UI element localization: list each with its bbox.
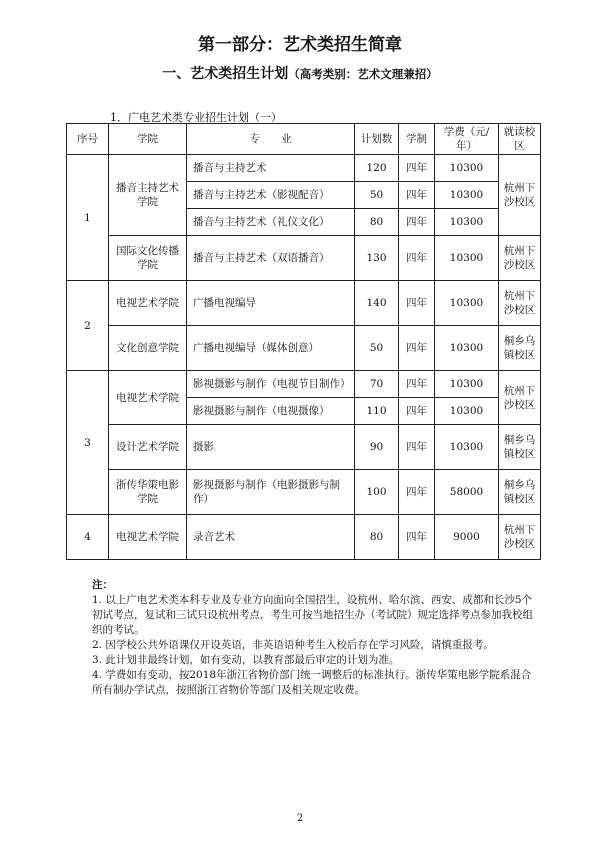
- table-row: [67, 281, 541, 326]
- note-item: 2. 因学校公共外语课仅开设英语，非英语语种考生入校后存在学习风险，请慎重报考。: [92, 639, 494, 651]
- cell-college: 浙传华策电影学院: [109, 470, 187, 515]
- cell-fee: 10300: [435, 281, 499, 326]
- cell-count: 120: [355, 155, 399, 182]
- table-header-row: [67, 124, 541, 155]
- notes-heading: 注：: [92, 579, 113, 591]
- cell-major: 录音艺术: [187, 515, 355, 560]
- cell-campus: 杭州下沙校区: [499, 281, 541, 326]
- enrollment-plan-table: [66, 123, 541, 560]
- cell-college: 电视艺术学院: [109, 281, 187, 326]
- header-college: 学院: [109, 124, 187, 155]
- table-row: [67, 236, 541, 281]
- cell-fee: 9000: [435, 515, 499, 560]
- subtitle-paren: （高考类别：艺术文理兼招）: [288, 67, 438, 81]
- cell-duration: 四年: [399, 371, 435, 398]
- cell-major: 播音与主持艺术: [187, 155, 355, 182]
- cell-major: 影视摄影与制作（电视节目制作）: [187, 371, 355, 398]
- table-caption: 1．广电艺术类专业招生计划（一）: [110, 111, 282, 124]
- cell-seq: 1: [67, 155, 109, 281]
- page-title: 第一部分：艺术类招生简章: [198, 35, 402, 55]
- cell-fee: 10300: [435, 326, 499, 371]
- header-campus: 就读校区: [499, 124, 541, 155]
- cell-campus: 杭州下沙校区: [499, 515, 541, 560]
- table-row: [67, 371, 541, 398]
- cell-fee: 10300: [435, 209, 499, 236]
- section-subtitle: [0, 63, 600, 83]
- cell-campus: 桐乡乌镇校区: [499, 425, 541, 470]
- table-row: [67, 425, 541, 470]
- cell-major: 摄影: [187, 425, 355, 470]
- cell-count: 130: [355, 236, 399, 281]
- cell-duration: 四年: [399, 398, 435, 425]
- notes-section: [92, 578, 540, 698]
- cell-fee: 10300: [435, 398, 499, 425]
- cell-seq: 4: [67, 515, 109, 560]
- cell-duration: 四年: [399, 209, 435, 236]
- note-item: 3. 此计划非最终计划，如有变动，以教育部最后审定的计划为准。: [92, 654, 400, 666]
- cell-duration: 四年: [399, 281, 435, 326]
- table-row: [67, 155, 541, 182]
- cell-fee: 10300: [435, 236, 499, 281]
- cell-count: 110: [355, 398, 399, 425]
- cell-major: 广播电视编导: [187, 281, 355, 326]
- cell-college: 国际文化传播学院: [109, 236, 187, 281]
- cell-college: 文化创意学院: [109, 326, 187, 371]
- header-duration: 学制: [399, 124, 435, 155]
- cell-fee: 10300: [435, 425, 499, 470]
- cell-major: 影视摄影与制作（电视摄像）: [187, 398, 355, 425]
- cell-major: 播音与主持艺术（影视配音）: [187, 182, 355, 209]
- cell-major: 播音与主持艺术（双语播音）: [187, 236, 355, 281]
- cell-major: 播音与主持艺术（礼仪文化）: [187, 209, 355, 236]
- cell-count: 50: [355, 326, 399, 371]
- cell-duration: 四年: [399, 515, 435, 560]
- cell-count: 100: [355, 470, 399, 515]
- cell-duration: 四年: [399, 470, 435, 515]
- cell-count: 140: [355, 281, 399, 326]
- cell-fee: 10300: [435, 182, 499, 209]
- cell-major: 广播电视编导（媒体创意）: [187, 326, 355, 371]
- cell-count: 50: [355, 182, 399, 209]
- cell-campus: 杭州下沙校区: [499, 371, 541, 425]
- cell-campus: 杭州下沙校区: [499, 236, 541, 281]
- cell-campus: 桐乡乌镇校区: [499, 470, 541, 515]
- header-seq: 序号: [67, 124, 109, 155]
- cell-count: 70: [355, 371, 399, 398]
- header-count: 计划数: [355, 124, 399, 155]
- cell-college: 播音主持艺术学院: [109, 155, 187, 236]
- table-row: [67, 515, 541, 560]
- cell-campus: 桐乡乌镇校区: [499, 326, 541, 371]
- page-number: 2: [296, 813, 304, 824]
- subtitle-main: 一、艺术类招生计划: [162, 66, 289, 82]
- table-row: [67, 326, 541, 371]
- header-major: 专 业: [187, 124, 355, 155]
- table-row: [67, 470, 541, 515]
- cell-count: 80: [355, 515, 399, 560]
- cell-duration: 四年: [399, 155, 435, 182]
- cell-fee: 58000: [435, 470, 499, 515]
- note-item: 4. 学费如有变动，按2018年浙江省物价部门统一调整后的标准执行。浙传华策电影学院系混合所有制办学试点，按照浙江省物价等部门及相关规定收费。: [92, 669, 532, 696]
- cell-campus: 杭州下沙校区: [499, 155, 541, 236]
- cell-fee: 10300: [435, 155, 499, 182]
- note-item: 1. 以上广电艺术类本科专业及专业方向面向全国招生，设杭州、哈尔滨、西安、成都和长沙5个初试考点，复试和三试只设杭州考点，考生可按当地招生办（考试院）规定选择考点参加我校组织的考试。: [92, 594, 533, 636]
- cell-college: 电视艺术学院: [109, 371, 187, 425]
- cell-seq: 2: [67, 281, 109, 371]
- table-body: [67, 155, 541, 560]
- cell-college: 设计艺术学院: [109, 425, 187, 470]
- header-fee: 学费（元/年）: [435, 124, 499, 155]
- cell-college: 电视艺术学院: [109, 515, 187, 560]
- cell-major: 影视摄影与制作（电影摄影与制作）: [187, 470, 355, 515]
- cell-fee: 10300: [435, 371, 499, 398]
- cell-duration: 四年: [399, 326, 435, 371]
- cell-duration: 四年: [399, 425, 435, 470]
- cell-duration: 四年: [399, 182, 435, 209]
- cell-count: 90: [355, 425, 399, 470]
- cell-duration: 四年: [399, 236, 435, 281]
- cell-count: 80: [355, 209, 399, 236]
- cell-seq: 3: [67, 371, 109, 515]
